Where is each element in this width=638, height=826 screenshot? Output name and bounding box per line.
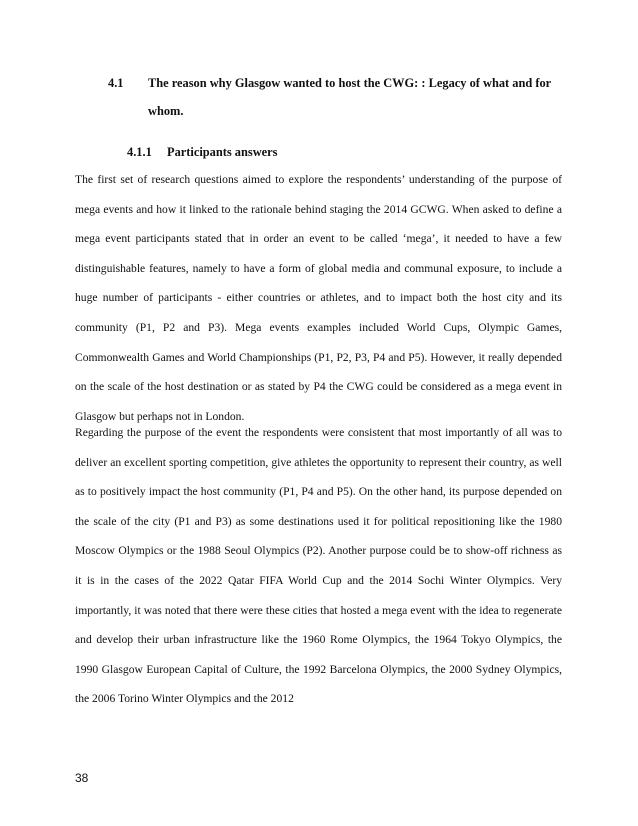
- section-number: 4.1: [108, 76, 124, 90]
- subsection-number: 4.1.1: [127, 145, 152, 159]
- section-heading: [108, 69, 578, 125]
- subsection-title: Participants answers: [167, 145, 278, 159]
- body-paragraph: The first set of research questions aimed to explore the respondents’ understanding of the purpose of mega events and how it linked to the rationale behind staging the 2014 GCWG. When asked to define a mega event participants stated that in order an event to be called ‘mega’, it needed to have a few distinguishable features, namely to have a form of global media and communal exposure, to include a huge number of participants - either countries or athletes, and to impact both the host city and its community (P1, P2 and P3). Mega events examples included World Cups, Olympic Games, Commonwealth Games and World Championships (P1, P2, P3, P4 and P5). However, it really depended on the scale of the host destination or as stated by P4 the CWG could be considered as a mega event in Glasgow but perhaps not in London.: [75, 173, 562, 423]
- page-number: 38: [75, 771, 89, 785]
- subsection-heading: [127, 140, 277, 164]
- body-paragraph: Regarding the purpose of the event the respondents were consistent that most importantly of all was to deliver an excellent sporting competition, give athletes the opportunity to represent their country, as well as to positively impact the host community (P1, P4 and P5). On the other hand, its purpose depended on the scale of the city (P1 and P3) as some destinations used it for political repositioning like the 1980 Moscow Olympics or the 1988 Seoul Olympics (P2). Another purpose could be to show-off richness as it is in the cases of the 2022 Qatar FIFA World Cup and the 2014 Sochi Winter Olympics. Very importantly, it was noted that there were these cities that hosted a mega event with the idea to regenerate and develop their urban infrastructure like the 1960 Rome Olympics, the 1964 Tokyo Olympics, the 1990 Glasgow European Capital of Culture, the 1992 Barcelona Olympics, the 2000 Sydney Olympics, the 2006 Torino Winter Olympics and the 2012: [75, 426, 562, 706]
- section-title: The reason why Glasgow wanted to host the CWG: : Legacy of what and for whom.: [148, 76, 551, 118]
